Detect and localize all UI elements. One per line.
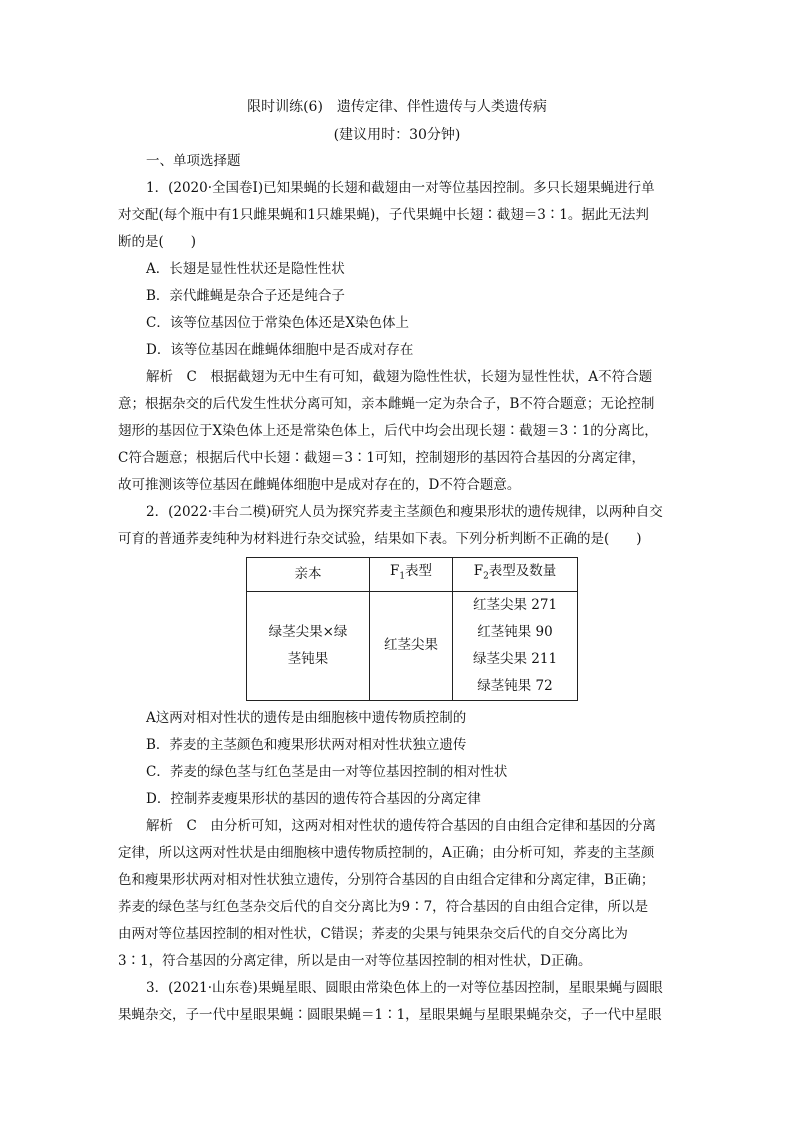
option-a: A．长翅是显性性状还是隐性性状 (146, 261, 345, 277)
analysis-line: 荞麦的绿色茎与红色茎杂交后代的自交分离比为9∶7，符合基因的自由组合定律，所以是 (118, 898, 649, 915)
question-text-line: 3．(2021·山东卷)果蝇星眼、圆眼由常染色体上的一对等位基因控制，星眼果蝇与圆眼 (146, 979, 663, 996)
page-title: 限时训练(6) 遗传定律、伴性遗传与人类遗传病 (247, 99, 547, 115)
analysis-line: 定律，所以这两对性状是由细胞核中遗传物质控制的，A正确；由分析可知，荞麦的主茎颜 (118, 844, 655, 861)
table-cell-f1: 红茎尖果 (370, 591, 453, 700)
analysis-line: 3∶1，符合基因的分离定律，所以是由一对等位基因控制的相对性状，D正确。 (118, 952, 592, 969)
analysis-line: 解析 C 由分析可知，这两对相对性状的遗传符合基因的自由组合定律和基因的分离 (146, 817, 656, 834)
question-text-line: 1．(2020·全国卷Ⅰ)已知果蝇的长翅和截翅由一对等位基因控制。多只长翅果蝇进行单 (146, 180, 655, 196)
option-d: D．该等位基因在雌蝇体细胞中是否成对存在 (146, 342, 414, 358)
option-c: C．荞麦的绿色茎与红色茎是由一对等位基因控制的相对性状 (146, 763, 508, 780)
question-text-line: 断的是( ) (118, 234, 197, 250)
table-cell-f2: 红茎尖果 271 红茎钝果 90 绿茎尖果 211 绿茎钝果 72 (453, 591, 578, 700)
question-3 (118, 975, 686, 1029)
option-a: A这两对相对性状的遗传是由细胞核中遗传物质控制的 (146, 709, 467, 726)
analysis-line: 由两对等位基因控制的相对性状，C错误；荞麦的尖果与钝果杂交后代的自交分离比为 (118, 925, 628, 942)
option-b: B．荞麦的主茎颜色和瘦果形状两对相对性状独立遗传 (146, 736, 467, 753)
section-title: 一、单项选择题 (146, 153, 241, 169)
table-row (247, 591, 578, 700)
question-1 (118, 175, 686, 499)
document-body (118, 148, 686, 1029)
table-cell-parent: 绿茎尖果×绿 茎钝果 (247, 591, 370, 700)
question-text-line: 可育的普通荞麦纯种为材料进行杂交试验，结果如下表。下列分析判断不正确的是( ) (118, 531, 642, 547)
table-header-parent: 亲本 (247, 558, 370, 592)
analysis-line: 翅形的基因位于X染色体上还是常染色体上，后代中均会出现长翅∶截翅＝3∶1的分离比， (118, 423, 658, 439)
table-header-f1: $F_1$表型 (370, 558, 453, 592)
question-text-line: 2．(2022·丰台二模)研究人员为探究荞麦主茎颜色和瘦果形状的遗传规律，以两种自交 (146, 504, 663, 520)
table-header-f2: $F_2$表型及数量 (453, 558, 578, 592)
analysis-line: 解析 C 根据截翅为无中生有可知，截翅为隐性性状，长翅为显性性状，A不符合题 (146, 369, 653, 385)
page-subtitle: (建议用时：30分钟) (333, 127, 461, 143)
question-text-line: 果蝇杂交，子一代中星眼果蝇∶圆眼果蝇＝1∶1，星眼果蝇与星眼果蝇杂交，子一代中星眼 (118, 1006, 662, 1023)
analysis-line: 色和瘦果形状两对相对性状独立遗传，分别符合基因的自由组合定律和分离定律，B正确； (118, 871, 655, 888)
question-2 (118, 499, 686, 975)
question-text-line: 对交配(每个瓶中有1只雌果蝇和1只雄果蝇)，子代果蝇中长翅∶截翅＝3∶1。据此无法判 (118, 207, 649, 223)
analysis-line: 意；根据杂交的后代发生性状分离可知，亲本雌蝇一定为杂合子，B不符合题意；无论控制 (118, 396, 655, 412)
analysis-line: 故可推测该等位基因在雌蝇体细胞中是成对存在的，D不符合题意。 (118, 477, 521, 493)
option-c: C．该等位基因位于常染色体还是X染色体上 (146, 315, 409, 331)
cross-results-table (246, 557, 578, 701)
option-b: B．亲代雌蝇是杂合子还是纯合子 (146, 288, 345, 304)
analysis-line: C符合题意；根据后代中长翅∶截翅＝3∶1可知，控制翅形的基因符合基因的分离定律， (118, 450, 646, 466)
option-d: D．控制荞麦瘦果形状的基因的遗传符合基因的分离定律 (146, 790, 481, 807)
table-header-row (247, 558, 578, 592)
